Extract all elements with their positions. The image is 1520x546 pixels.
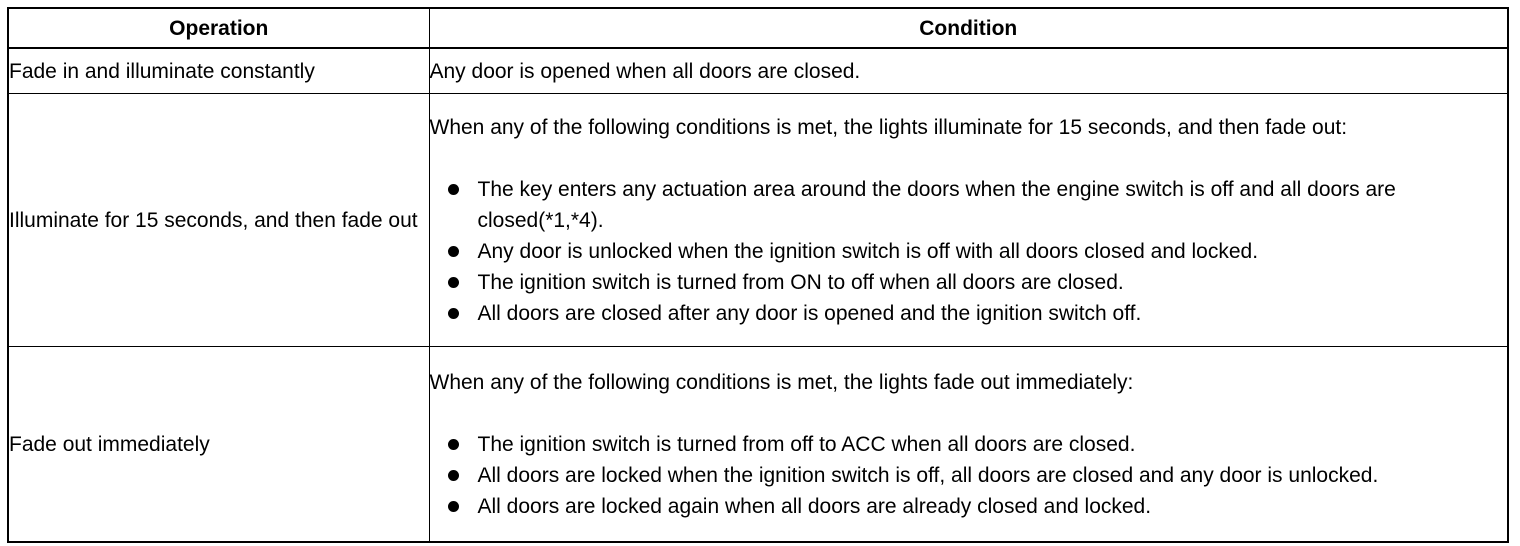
condition-text: When any of the following conditions is met, the lights fade out immediately: (429, 370, 1134, 394)
list-item-text: All doors are closed after any door is opened and the ignition switch off. (477, 301, 1142, 325)
bullet-icon (448, 184, 459, 195)
bullet-icon (448, 470, 459, 481)
operation-cell: Illuminate for 15 seconds, and then fade out (8, 94, 429, 347)
bullet-icon (448, 439, 459, 450)
bullet-icon (448, 501, 459, 512)
operation-cell: Fade out immediately (8, 347, 429, 543)
list-item (430, 429, 1508, 460)
condition-cell (429, 347, 1508, 543)
list-item (430, 236, 1508, 267)
operation-cell: Fade in and illuminate constantly (8, 48, 429, 94)
list-item (430, 298, 1508, 329)
condition-list (430, 174, 1508, 329)
column-header-operation: Operation (8, 8, 429, 48)
list-item-text: The ignition switch is turned from ON to off when all doors are closed. (477, 270, 1124, 294)
column-header-condition: Condition (429, 8, 1508, 48)
list-item-text: The ignition switch is turned from off to ACC when all doors are closed. (477, 432, 1136, 456)
list-item-text: The key enters any actuation area around the doors when the engine switch is off and all doors are closed(*1,*4). (477, 177, 1396, 232)
table-row (8, 94, 1508, 347)
condition-text: Any door is opened when all doors are closed. (429, 59, 861, 83)
list-item (430, 174, 1508, 236)
bullet-icon (448, 277, 459, 288)
table-header-row (8, 8, 1508, 48)
list-item-text: All doors are locked when the ignition switch is off, all doors are closed and any door is unlocked. (477, 463, 1379, 487)
condition-cell (429, 48, 1508, 94)
condition-cell (429, 94, 1508, 347)
list-item-text: Any door is unlocked when the ignition switch is off with all doors closed and locked. (477, 239, 1259, 263)
bullet-icon (448, 308, 459, 319)
table-row (8, 48, 1508, 94)
list-item (430, 491, 1508, 522)
list-item (430, 460, 1508, 491)
list-item-text: All doors are locked again when all doors are already closed and locked. (477, 494, 1152, 518)
bullet-icon (448, 246, 459, 257)
list-item (430, 267, 1508, 298)
operation-condition-table (7, 7, 1509, 543)
condition-text: When any of the following conditions is met, the lights illuminate for 15 seconds, and then fade out: (429, 115, 1348, 139)
table-row (8, 347, 1508, 543)
condition-list (430, 429, 1508, 522)
